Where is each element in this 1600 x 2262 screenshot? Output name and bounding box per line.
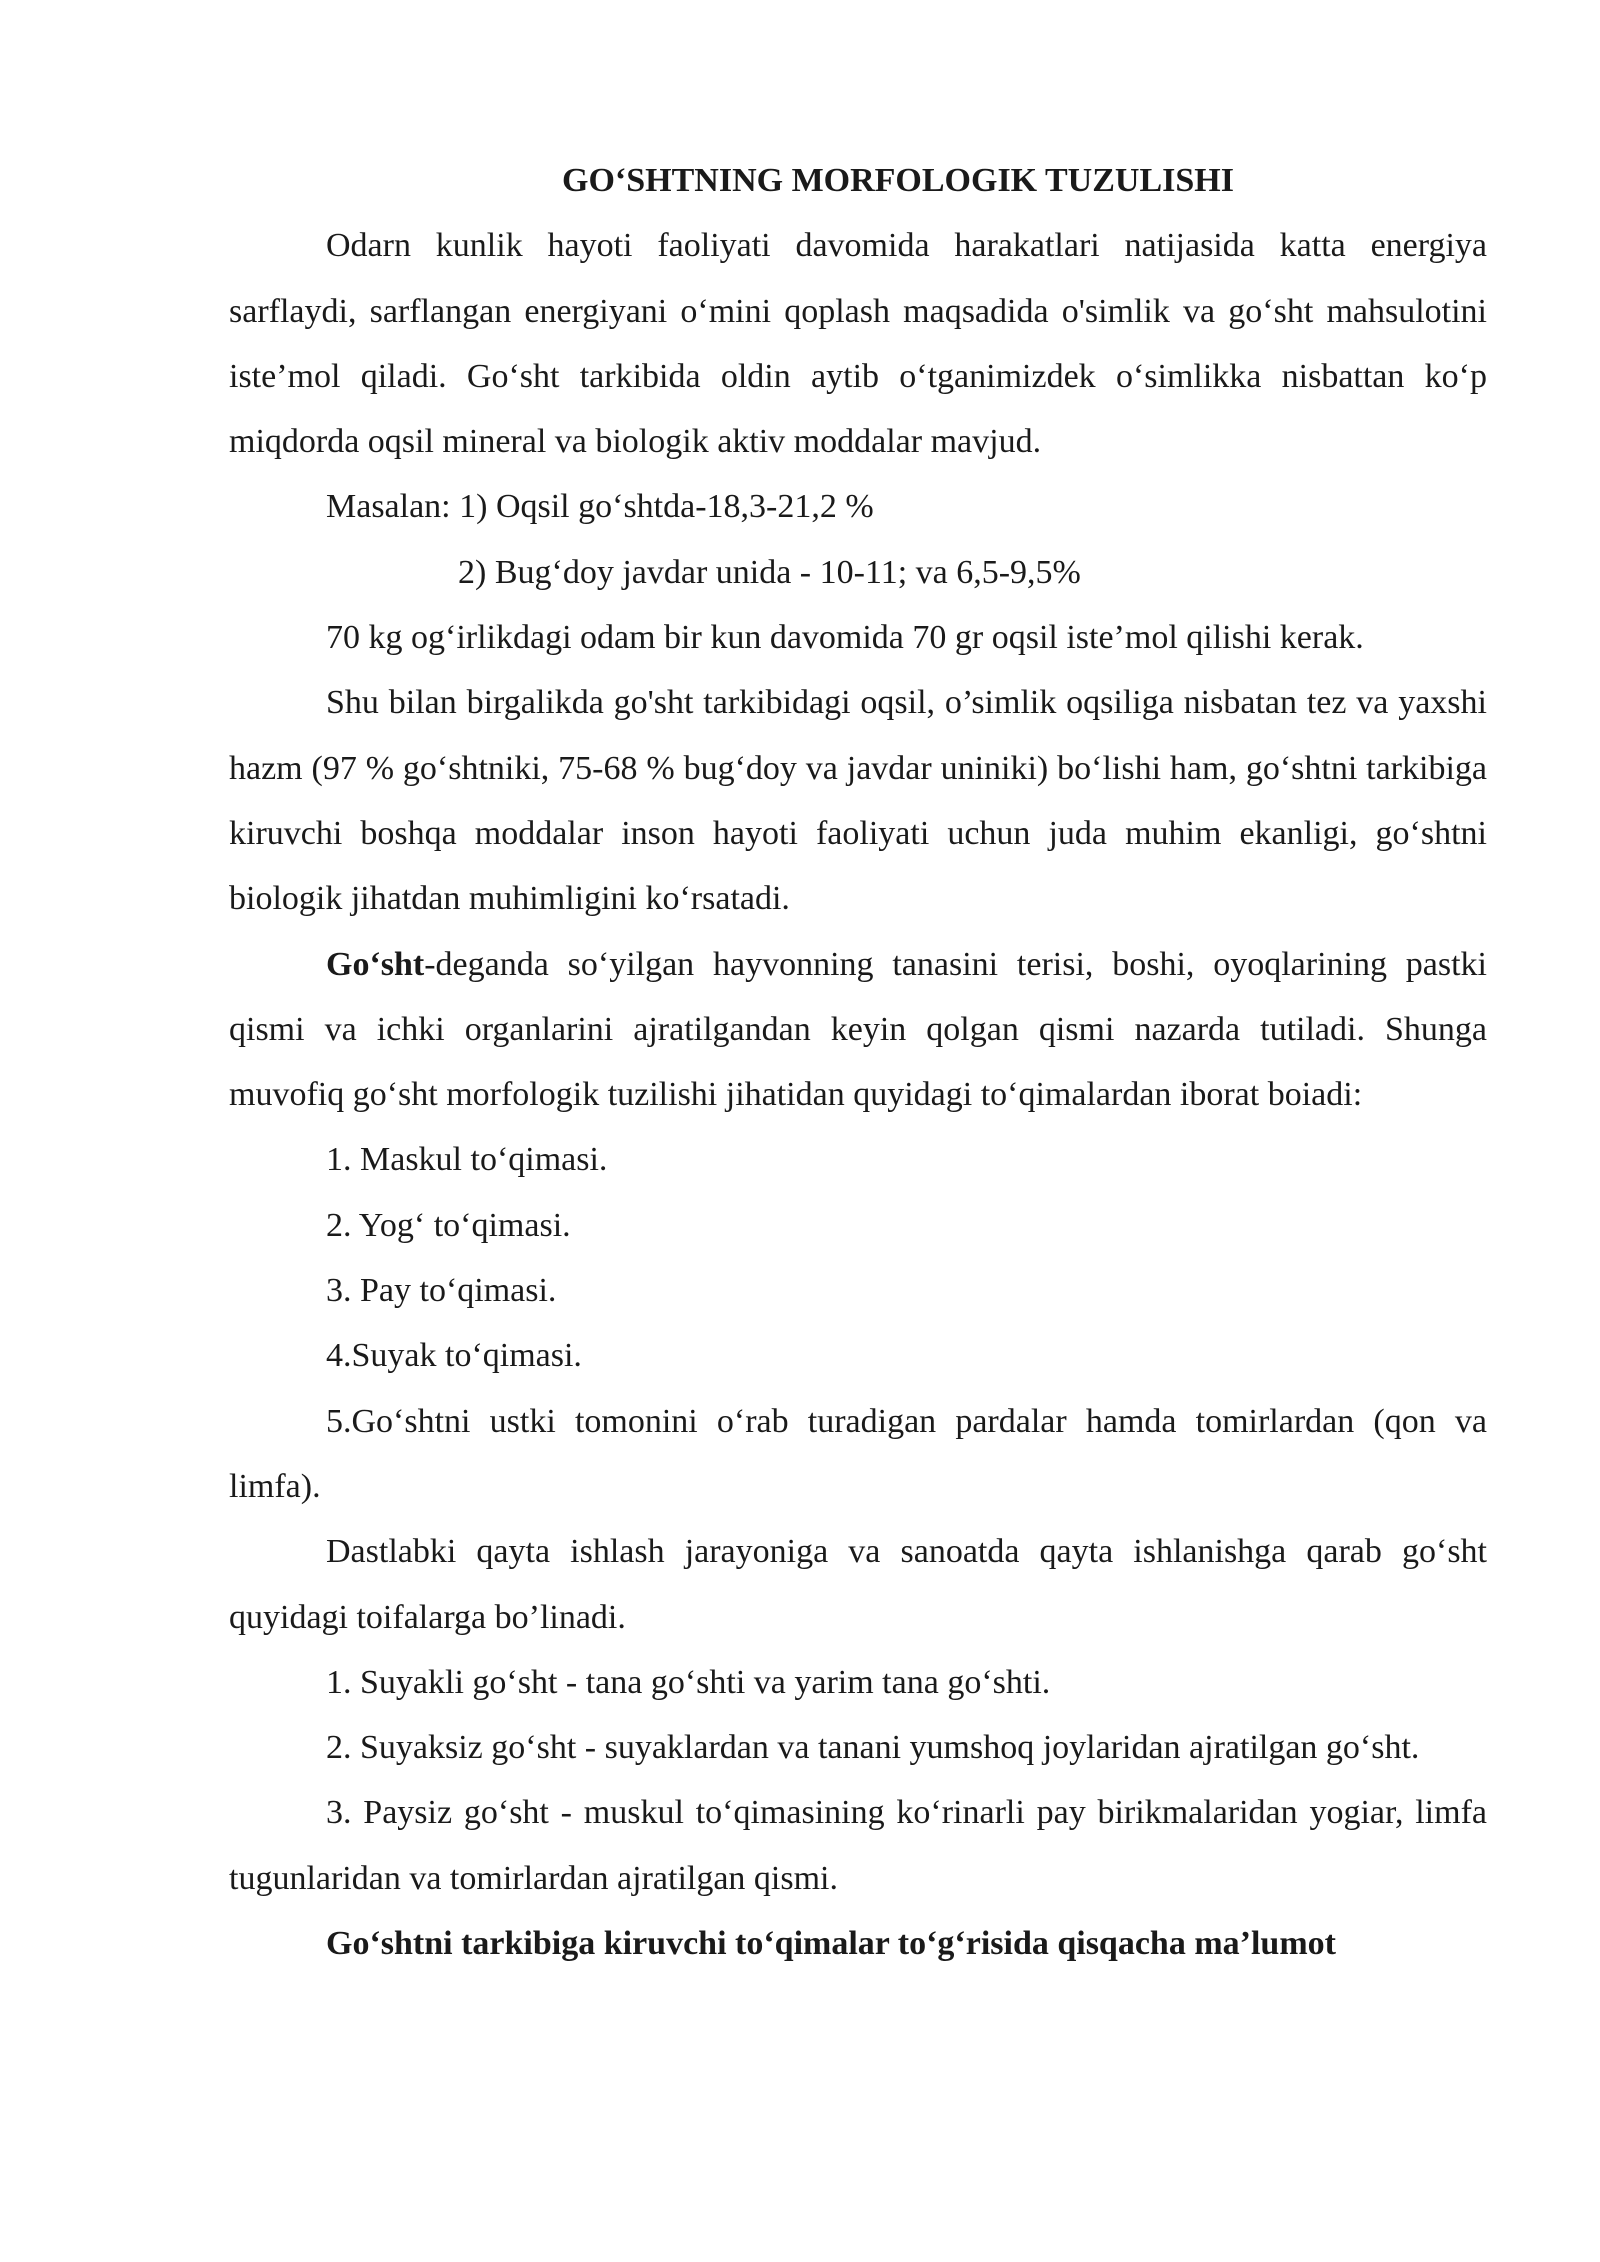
paragraph-digestion: Shu bilan birgalikda go'sht tarkibidagi oqsil, o’simlik oqsiliga nisbatan tez va yaxshi hazm (97 % go‘shtniki, 75-68 % bug‘doy va javdar uniniki) bo‘lishi ham, go‘shtni tarkibiga kiruvchi boshqa moddalar inson hayoti faoliyati uchun juda muhim ekanligi, go‘shtni biologik jihatdan muhimligini ko‘rsatadi.: [229, 684, 1487, 918]
list-item-tissue-1: 1. Maskul to‘qimasi.: [326, 1141, 608, 1179]
document-page: [229, 148, 1487, 1976]
example-line-1: Masalan: 1) Oqsil go‘shtda-18,3-21,2 %: [326, 488, 874, 526]
list-item-tissue-5: 5.Go‘shtni ustki tomonini o‘rab turadigan pardalar hamda tomirlardan (qon va limfa).: [229, 1402, 1487, 1505]
document-title: GO‘SHTNING MORFOLOGIK TUZULISHI: [562, 162, 1234, 199]
list-item-category-2: 2. Suyaksiz go‘sht - suyaklardan va tanani yumshoq joylaridan ajratilgan go‘sht.: [326, 1729, 1420, 1767]
paragraph-definition: [229, 932, 1487, 1128]
paragraph-protein-need: 70 kg og‘irlikdagi odam bir kun davomida 70 gr oqsil iste’mol qilishi kerak.: [326, 619, 1364, 657]
list-item-tissue-2: 2. Yog‘ to‘qimasi.: [326, 1206, 571, 1244]
list-item-category-1: 1. Suyakli go‘sht - tana go‘shti va yarim tana go‘shti.: [326, 1663, 1051, 1701]
example-line-2: 2) Bug‘doy javdar unida - 10-11; va 6,5-9,5%: [458, 553, 1081, 591]
paragraph-energy: Odarn kunlik hayoti faoliyati davomida harakatlari natijasida katta energiya sarflaydi, sarflangan energiyani o‘mini qoplash maqsadida o'simlik va go‘sht mahsulotini iste’mol qiladi. Go‘sht tarkibida oldin aytib o‘tganimizdek o‘simlikka nisbattan ko‘p miqdorda oqsil mineral va biologik aktiv moddalar mavjud.: [229, 227, 1487, 461]
definition-text: -deganda so‘yilgan hayvonning tanasini terisi, boshi, oyoqlarining pastki qismi va ichki organlarini ajratilgandan keyin qolgan qismi nazarda tutiladi. Shunga muvofiq go‘sht morfologik tuzilishi jihatidan quyidagi to‘qimalardan iborat boiadi:: [229, 945, 1487, 1114]
paragraph-categories: Dastlabki qayta ishlash jarayoniga va sanoatda qayta ishlanishga qarab go‘sht quyidagi toifalarga bo’linadi.: [229, 1533, 1487, 1636]
section-heading: Go‘shtni tarkibiga kiruvchi to‘qimalar to‘g‘risida qisqacha ma’lumot: [326, 1925, 1336, 1963]
list-item-tissue-3: 3. Pay to‘qimasi.: [326, 1272, 557, 1310]
term-gosht: Go‘sht: [326, 945, 425, 983]
list-item-category-3: 3. Paysiz go‘sht - muskul to‘qimasining ko‘rinarli pay birikmalaridan yogiar, limfa tugunlaridan va tomirlardan ajratilgan qismi.: [229, 1794, 1487, 1897]
list-item-tissue-4: 4.Suyak to‘qimasi.: [326, 1337, 582, 1375]
